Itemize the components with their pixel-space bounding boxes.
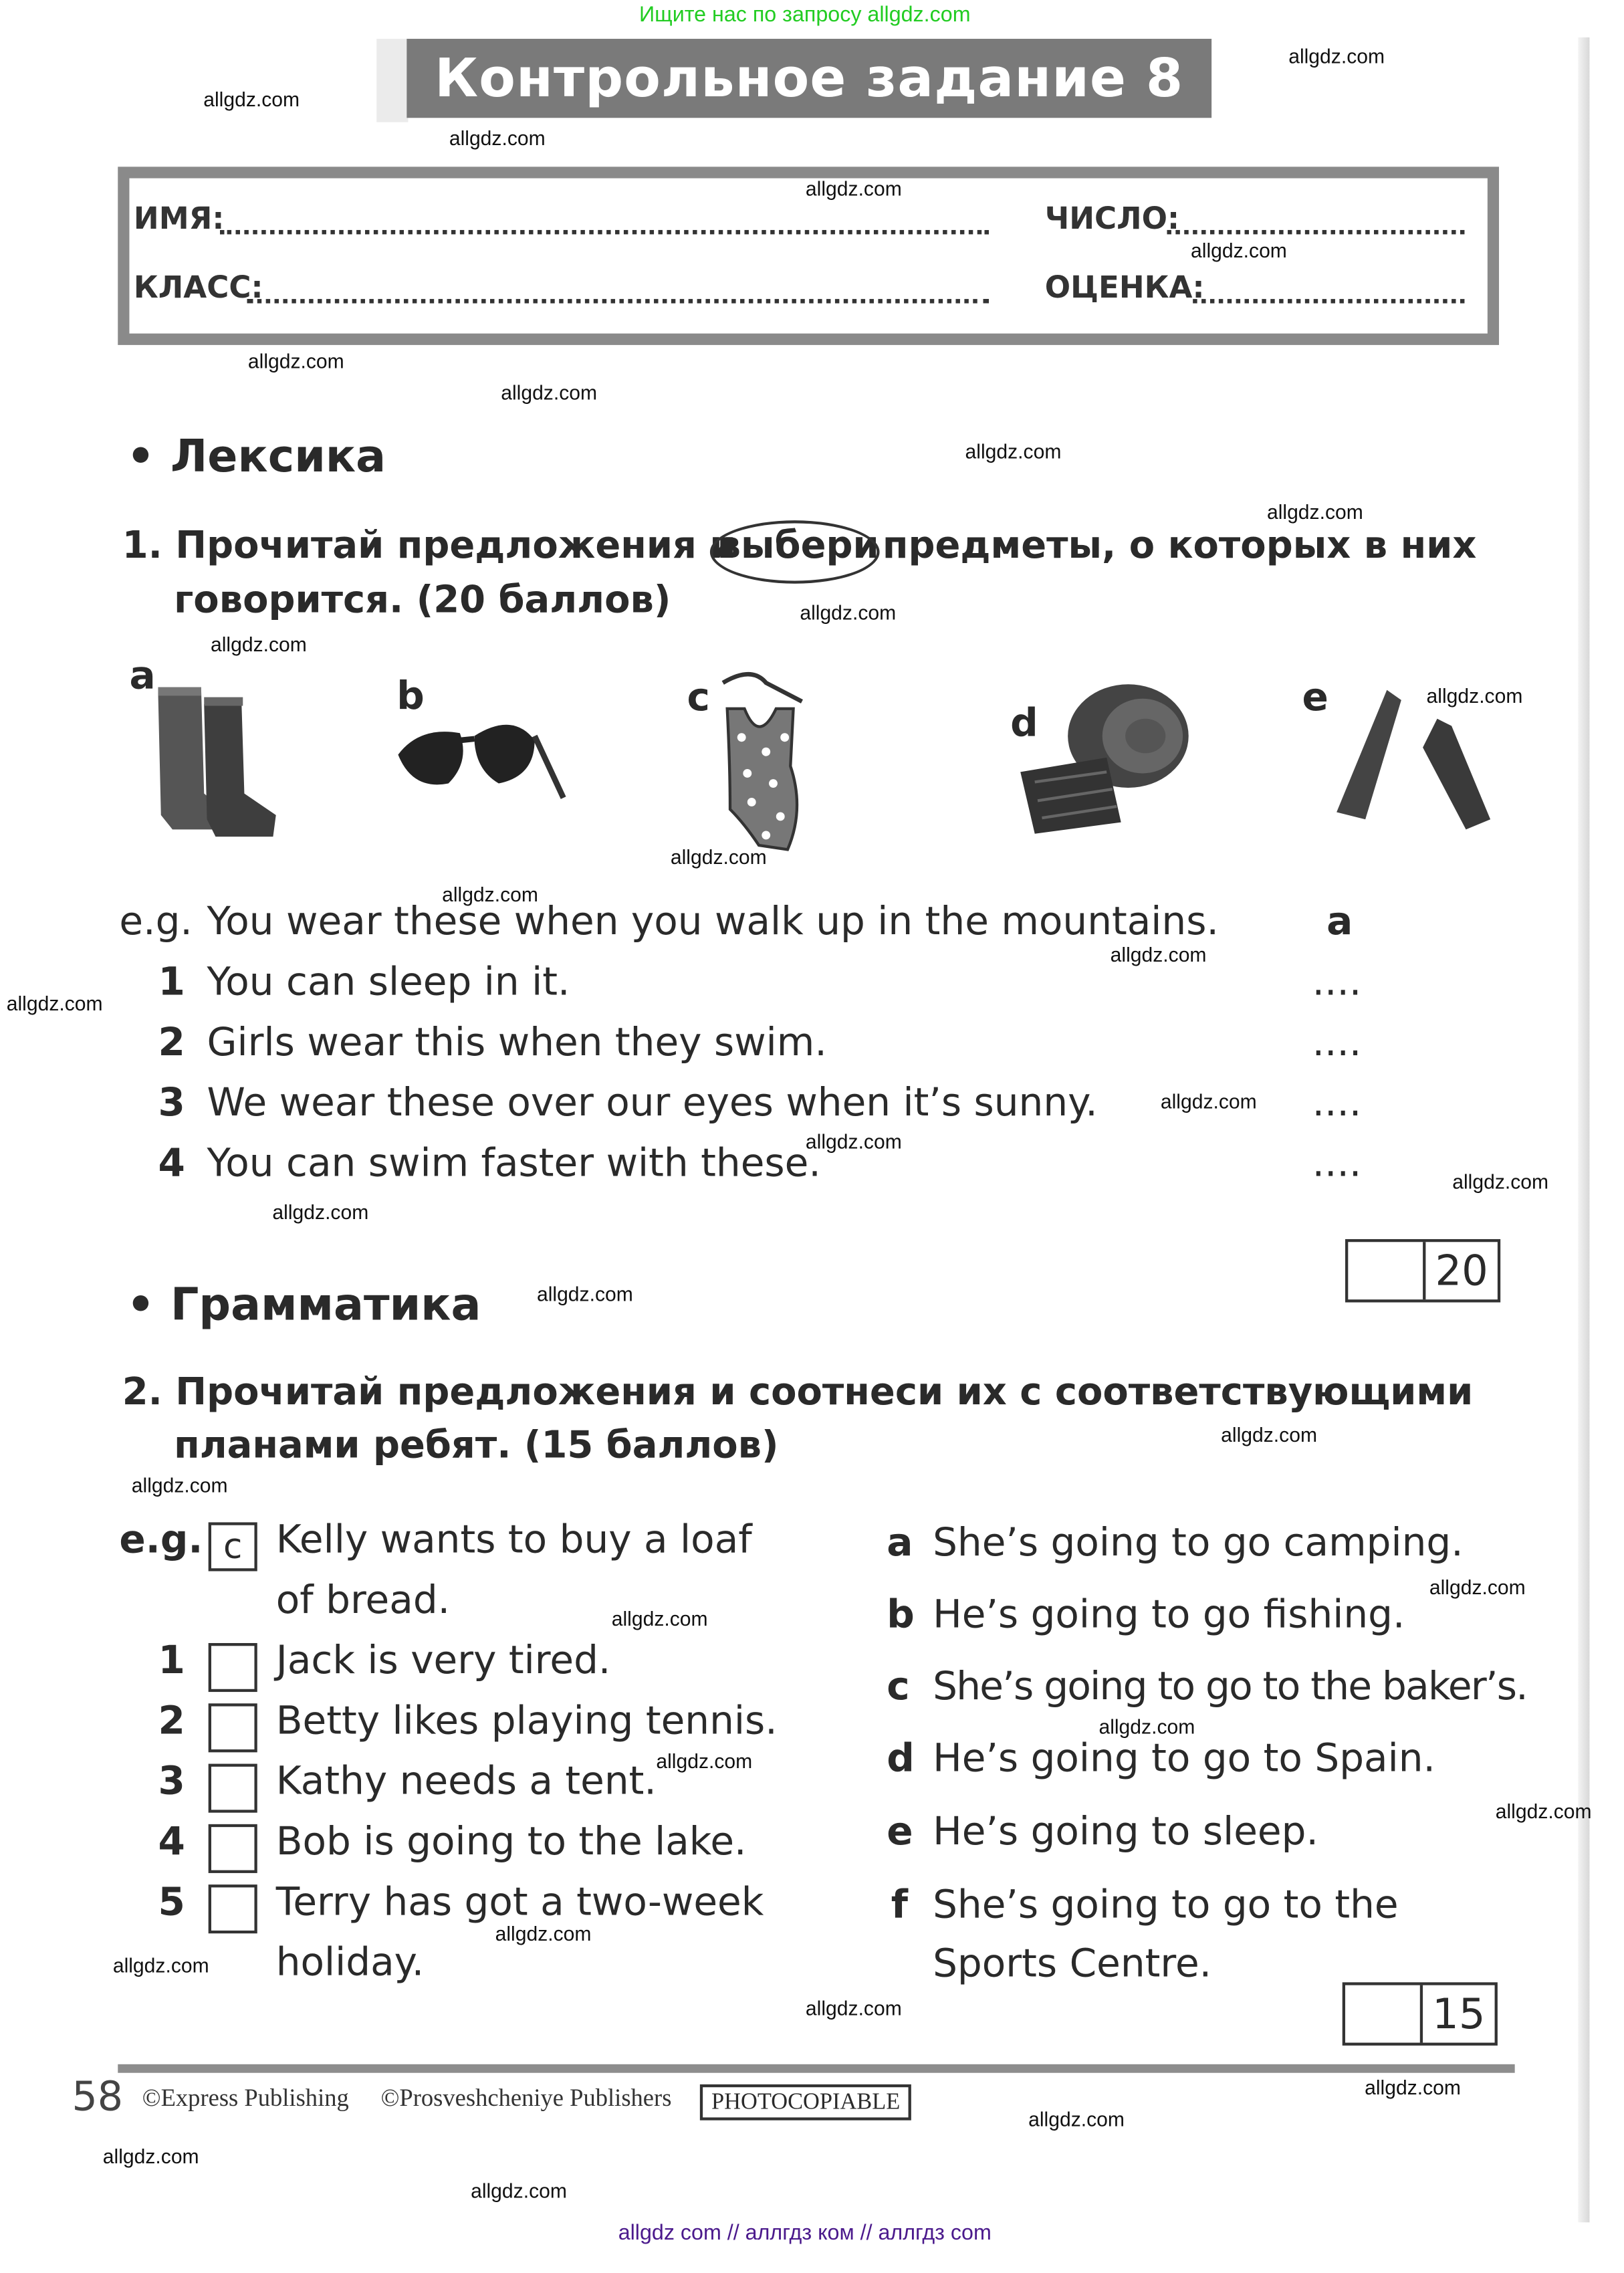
answer-box-1[interactable] [209, 1643, 257, 1692]
name-field[interactable] [220, 230, 989, 234]
score-field[interactable] [1345, 1985, 1423, 2043]
item-text: You can sleep in it. [207, 960, 570, 1005]
item-text: Bob is going to the lake. [275, 1820, 747, 1865]
option-letter: b [887, 1592, 915, 1638]
page-edge-shadow [1578, 37, 1589, 2222]
watermark: allgdz.com [1160, 1089, 1257, 1113]
answer-box-eg: c [209, 1522, 257, 1571]
name-label: ИМЯ: [133, 201, 225, 236]
item-num: 4 [158, 1141, 185, 1186]
watermark: allgdz.com [1365, 2076, 1461, 2099]
option-text-cont: Sports Centre. [933, 1942, 1212, 1987]
watermark: allgdz.com [805, 1996, 902, 2020]
item-answer: a [1326, 899, 1353, 945]
watermark: allgdz.com [102, 2145, 199, 2168]
watermark: allgdz.com [1110, 943, 1207, 966]
score-box-section1 [1345, 1239, 1500, 1303]
watermark: allgdz.com [1191, 238, 1287, 262]
watermark: allgdz.com [203, 88, 300, 111]
watermark: allgdz.com [1221, 1423, 1318, 1446]
date-label: ЧИСЛО: [1044, 201, 1180, 236]
picture-letter-c: c [687, 675, 710, 720]
picture-letter-d: d [1010, 701, 1038, 746]
option-text: She’s going to go camping. [933, 1521, 1464, 1565]
item-num: 1 [158, 1638, 185, 1684]
watermark: allgdz.com [1288, 44, 1385, 68]
option-letter: c [887, 1664, 910, 1709]
boots-icon [144, 679, 287, 844]
sleeping-bag-icon [1006, 679, 1193, 837]
answer-box-3[interactable] [209, 1764, 257, 1813]
watermark: allgdz.com [1495, 1800, 1592, 1823]
task1-circled-word: выбери [717, 524, 879, 568]
item-num: 4 [158, 1820, 185, 1865]
section-heading-grammar: • Грамматика [126, 1279, 481, 1331]
item-text: You wear these when you walk up in the mountains. [207, 899, 1219, 945]
watermark: allgdz.com [442, 882, 538, 906]
watermark: allgdz.com [800, 601, 897, 624]
watermark: allgdz.com [247, 349, 344, 372]
item-text: Betty likes playing tennis. [275, 1699, 778, 1744]
watermark: allgdz.com [805, 1129, 902, 1153]
picture-letter-b: b [396, 674, 425, 719]
score-field[interactable] [1348, 1242, 1425, 1299]
option-letter: a [887, 1521, 913, 1565]
picture-letter-e: e [1302, 675, 1328, 720]
watermark: allgdz.com [1266, 500, 1363, 524]
photocopiable-badge: PHOTOCOPIABLE [700, 2084, 912, 2121]
publisher-prosveshcheniye: ©Prosveshcheniye Publishers [380, 2084, 672, 2112]
item-num: e.g. [119, 899, 193, 945]
date-field[interactable] [1167, 230, 1464, 234]
score-box-section2 [1343, 1982, 1498, 2046]
watermark: allgdz.com [1028, 2107, 1125, 2131]
item-text: Kathy needs a tent. [275, 1759, 657, 1804]
page-title: Контрольное задание 8 А [407, 39, 1211, 118]
watermark: allgdz.com [670, 845, 767, 869]
task1-line1a: 1. Прочитай предложения и [122, 524, 736, 568]
watermark: allgdz.com [1429, 1575, 1526, 1599]
item-num: 2 [158, 1699, 185, 1744]
score-max: 15 [1432, 1989, 1486, 2039]
score-max: 20 [1435, 1246, 1488, 1295]
item-text: You can swim faster with these. [207, 1141, 821, 1186]
grade-field[interactable] [1193, 299, 1464, 303]
answer-blank-1[interactable]: .... [1312, 960, 1362, 1005]
page-number: 58 [72, 2072, 124, 2121]
watermark: allgdz.com [495, 1922, 592, 1945]
item-text-cont: holiday. [275, 1940, 425, 1985]
task1-line1b: предметы, о которых в них [882, 524, 1477, 568]
section-heading-vocabulary: • Лексика [126, 431, 386, 483]
option-letter: e [887, 1810, 913, 1854]
item-num: 1 [158, 960, 185, 1005]
grade-label: ОЦЕНКА: [1044, 270, 1205, 305]
watermark: allgdz.com [272, 1200, 369, 1224]
watermark: allgdz.com [965, 439, 1062, 463]
option-text: He’s going to sleep. [933, 1810, 1318, 1854]
item-text: We wear these over our eyes when it’s sunny. [207, 1081, 1098, 1126]
top-banner[interactable]: Ищите нас по запросу allgdz.com [639, 3, 971, 27]
item-num: e.g. [119, 1517, 203, 1563]
item-num: 3 [158, 1081, 185, 1126]
watermark: allgdz.com [112, 1953, 209, 1977]
item-text: Terry has got a two-week [275, 1880, 764, 1925]
item-text-cont: of bread. [275, 1578, 451, 1623]
watermark: allgdz.com [536, 1282, 633, 1305]
watermark: allgdz.com [131, 1473, 228, 1497]
circle-mark [710, 520, 880, 584]
class-label: КЛАСС: [133, 270, 263, 305]
bottom-banner[interactable]: allgdz com // аллгдз ком // аллгдз com [618, 2221, 992, 2246]
option-text: She’s going to go to the [933, 1882, 1399, 1928]
publisher-express: ©Express Publishing [142, 2084, 349, 2112]
footer-divider [118, 2064, 1514, 2073]
answer-box-4[interactable] [209, 1824, 257, 1873]
watermark: allgdz.com [656, 1749, 753, 1773]
task2-line1: 2. Прочитай предложения и соотнеси их с соответствующими [122, 1371, 1474, 1415]
option-text: She’s going to go to the baker’s. [933, 1664, 1527, 1709]
watermark: allgdz.com [211, 632, 307, 656]
watermark: allgdz.com [501, 381, 598, 405]
picture-letter-a: a [129, 654, 156, 699]
item-text: Jack is very tired. [275, 1638, 611, 1684]
sunglasses-icon [391, 704, 571, 819]
watermark: allgdz.com [805, 177, 902, 200]
swimsuit-icon [687, 665, 838, 859]
option-letter: f [891, 1882, 909, 1928]
watermark: allgdz.com [611, 1607, 708, 1630]
item-text: Girls wear this when they swim. [207, 1020, 827, 1065]
watermark: allgdz.com [449, 126, 546, 150]
answer-blank-4[interactable]: .... [1312, 1141, 1362, 1186]
option-text: He’s going to go fishing. [933, 1592, 1405, 1638]
item-num: 5 [158, 1880, 185, 1925]
watermark: allgdz.com [471, 2179, 567, 2203]
watermark: allgdz.com [6, 992, 103, 1015]
task1-line2: говорится. (20 баллов) [174, 579, 671, 623]
item-num: 2 [158, 1020, 185, 1065]
task2-line2: планами ребят. (15 баллов) [174, 1424, 779, 1468]
item-num: 3 [158, 1759, 185, 1804]
watermark: allgdz.com [1452, 1170, 1549, 1194]
answer-blank-3[interactable]: .... [1312, 1081, 1362, 1126]
item-text: Kelly wants to buy a loaf [275, 1517, 752, 1563]
title-shadow [376, 39, 408, 122]
answer-box-5[interactable] [209, 1884, 257, 1933]
class-field[interactable] [247, 299, 989, 303]
watermark: allgdz.com [1098, 1715, 1195, 1738]
answer-box-2[interactable] [209, 1703, 257, 1752]
answer-blank-2[interactable]: .... [1312, 1020, 1362, 1065]
watermark: allgdz.com [1426, 684, 1523, 708]
option-text: He’s going to go to Spain. [933, 1736, 1435, 1781]
option-letter: d [887, 1736, 915, 1781]
